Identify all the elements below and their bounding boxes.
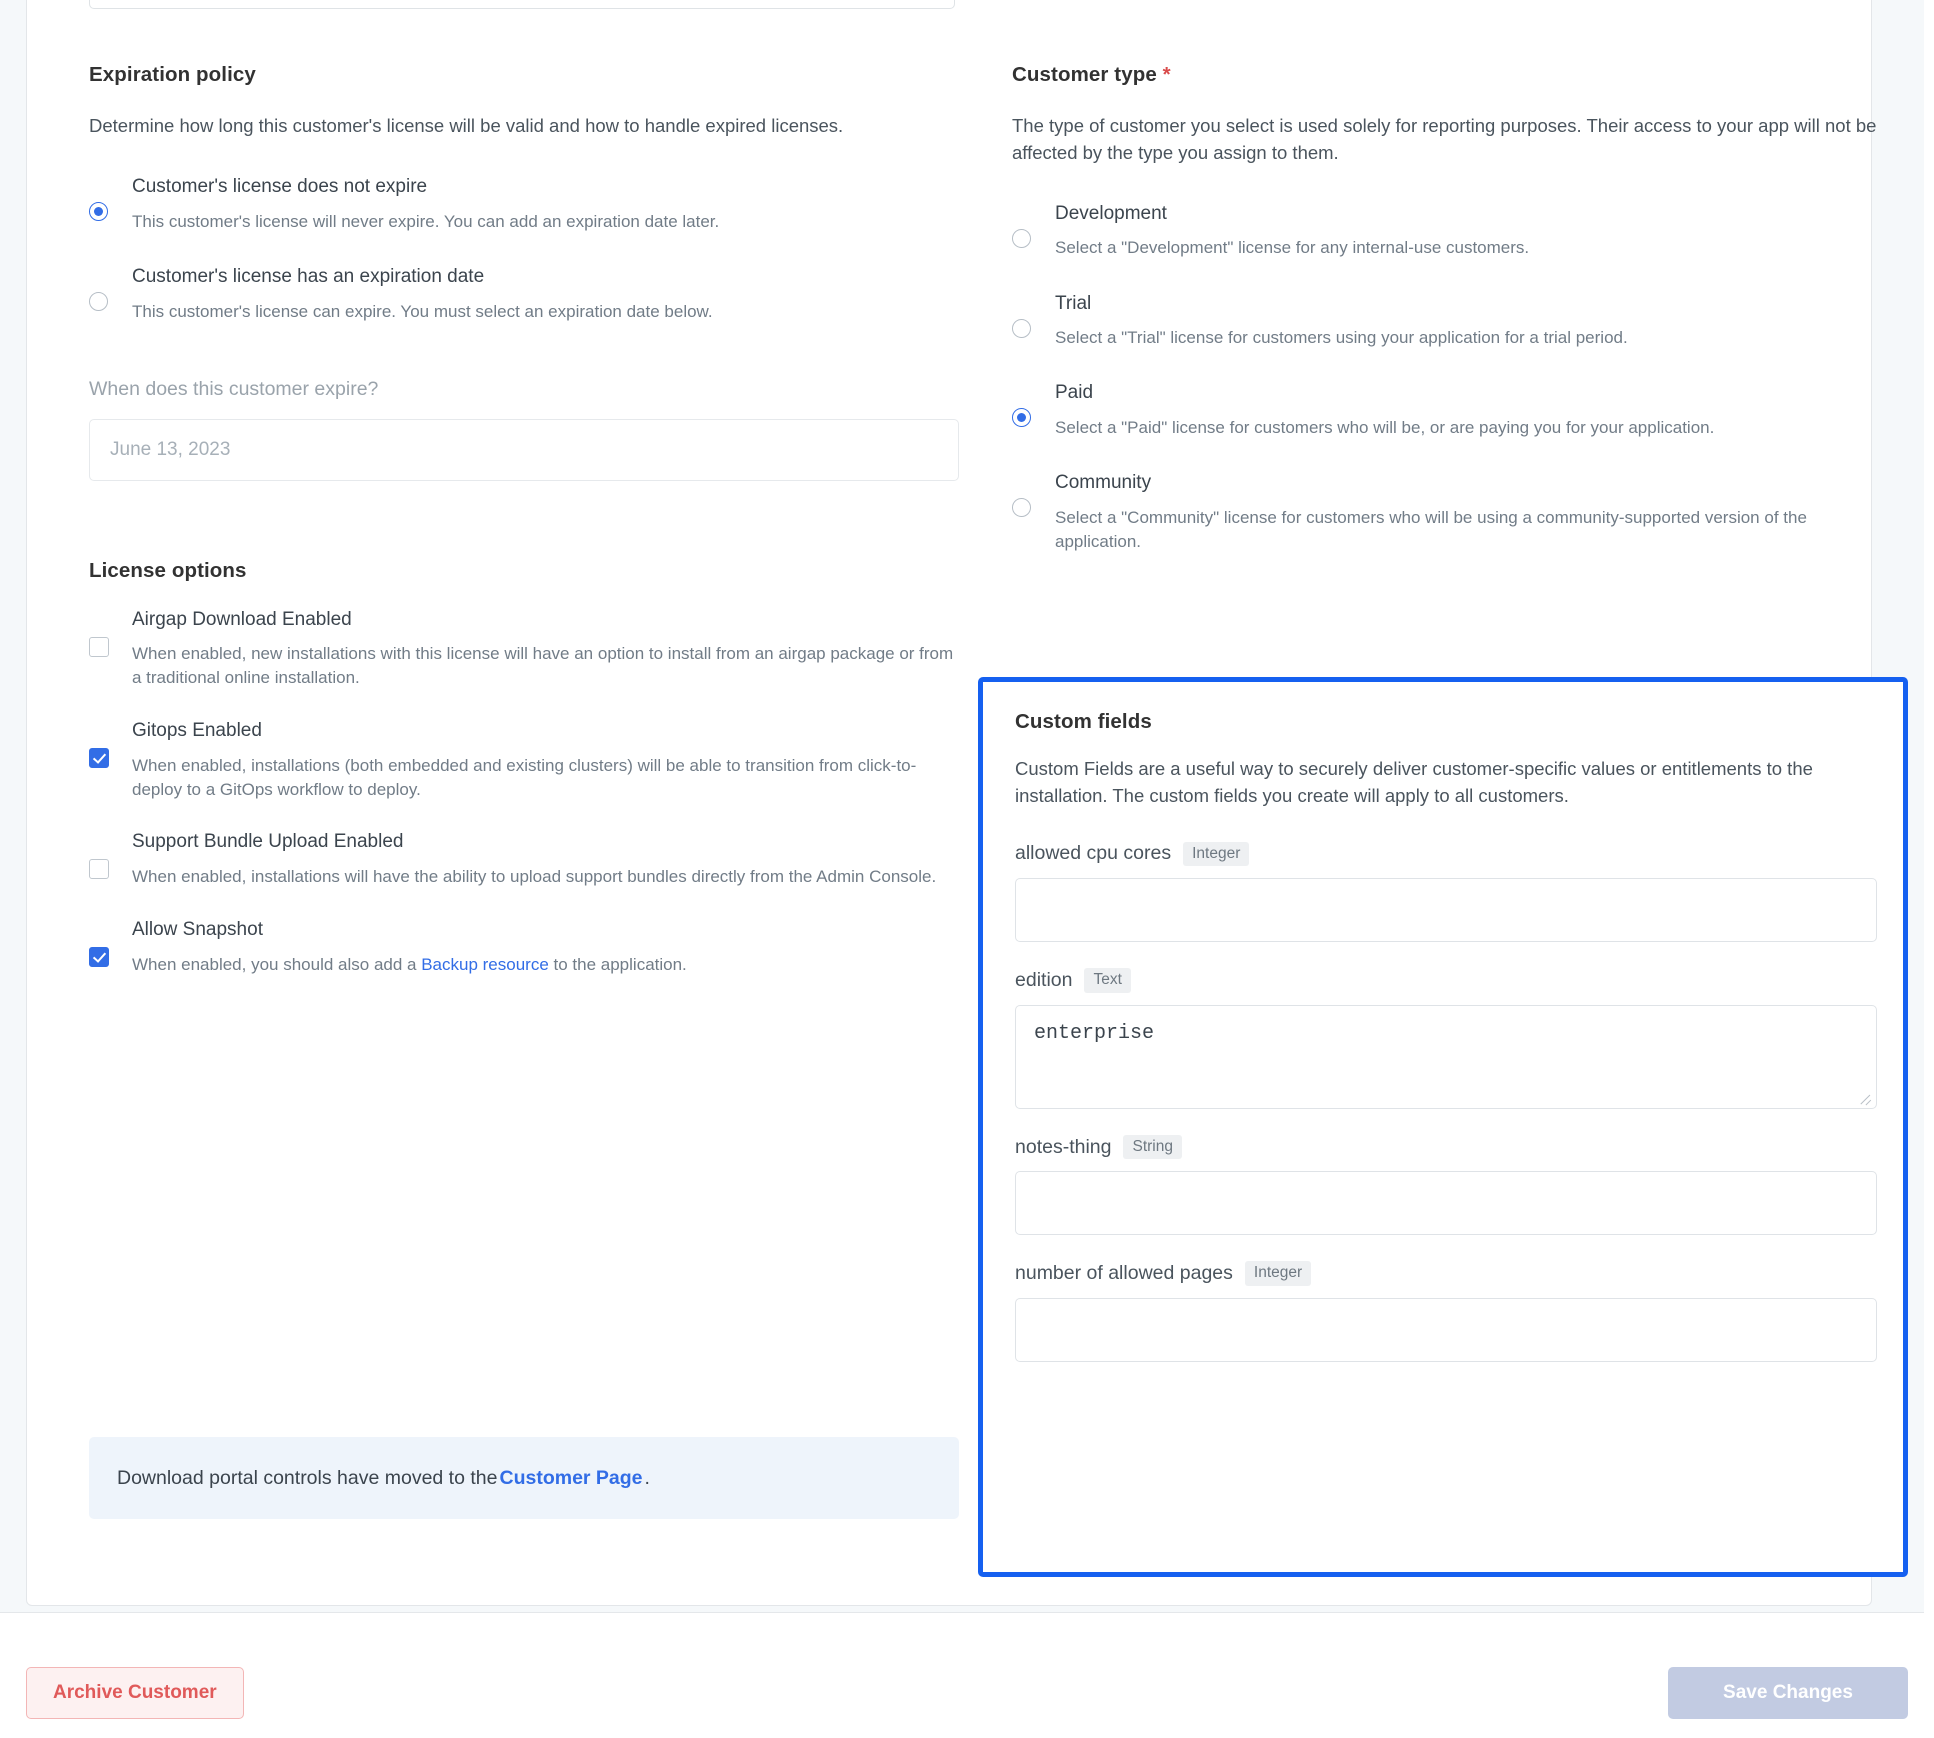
custom-field-value-edition: enterprise	[1034, 1021, 1155, 1045]
truncated-top-input[interactable]	[89, 0, 955, 9]
radio-license-has-expiration-date[interactable]	[89, 266, 959, 324]
archive-customer-button[interactable]: Archive Customer	[26, 1667, 244, 1719]
custom-field-label-allowed-cpu-cores	[1015, 842, 1871, 867]
radio-icon-does-not-expire[interactable]	[89, 202, 108, 221]
license-options-title: License options	[89, 558, 247, 582]
checkbox-desc-gitops-enabled: When enabled, installations (both embedded and existing clusters) will be able to transition from click-to-deploy to a GitOps workflow to deploy.	[132, 755, 917, 799]
custom-field-type-edition: Text	[1084, 968, 1130, 993]
custom-field-name-number-of-allowed-pages: number of allowed pages	[1015, 1262, 1233, 1285]
custom-field-label-number-of-allowed-pages	[1015, 1261, 1871, 1286]
radio-icon-development[interactable]	[1012, 229, 1031, 248]
checkbox-row-support-bundle-upload-enabled[interactable]	[89, 831, 959, 889]
checkbox-row-airgap-download-enabled[interactable]	[89, 609, 959, 690]
expiration-policy-title: Expiration policy	[89, 63, 256, 86]
customer-page-link[interactable]: Customer Page	[499, 1466, 643, 1489]
radio-customer-type-trial[interactable]	[1012, 293, 1892, 351]
checkbox-row-gitops-enabled[interactable]	[89, 720, 959, 801]
radio-label-does-not-expire: Customer's license does not expire	[132, 175, 428, 197]
radio-icon-trial[interactable]	[1012, 319, 1031, 338]
custom-field-input-allowed-cpu-cores[interactable]	[1015, 878, 1877, 942]
checkbox-icon-airgap-download-enabled[interactable]	[89, 637, 109, 657]
right-column	[1012, 63, 1892, 586]
expiration-policy-description: Determine how long this customer's license will be valid and how to handle expired licenses.	[89, 115, 844, 136]
radio-icon-has-expiration-date[interactable]	[89, 292, 108, 311]
radio-desc-has-expiration-date: This customer's license can expire. You must select an expiration date below.	[132, 301, 713, 321]
radio-license-does-not-expire[interactable]	[89, 176, 959, 234]
backup-resource-link[interactable]: Backup resource	[421, 954, 549, 974]
expiration-date-input[interactable]: June 13, 2023	[89, 419, 959, 481]
custom-fields-panel	[978, 677, 1908, 1577]
checkbox-icon-support-bundle-upload-enabled[interactable]	[89, 859, 109, 879]
checkbox-desc-airgap-download-enabled: When enabled, new installations with this license will have an option to install from an airgap package or from a traditional online installation.	[132, 644, 954, 688]
checkbox-label-gitops-enabled: Gitops Enabled	[132, 720, 262, 742]
radio-desc-does-not-expire: This customer's license will never expire. You can add an expiration date later.	[132, 211, 720, 231]
left-column	[89, 63, 959, 1007]
radio-label-paid: Paid	[1055, 382, 1094, 404]
radio-icon-paid[interactable]	[1012, 408, 1031, 427]
footer-bar	[0, 1613, 1934, 1738]
checkbox-icon-gitops-enabled[interactable]	[89, 748, 109, 768]
checkbox-label-support-bundle-upload-enabled: Support Bundle Upload Enabled	[132, 831, 404, 853]
expiration-date-label: When does this customer expire?	[89, 377, 379, 400]
info-banner-text-post: .	[644, 1466, 650, 1489]
radio-customer-type-development[interactable]	[1012, 203, 1892, 261]
custom-field-name-allowed-cpu-cores: allowed cpu cores	[1015, 842, 1172, 865]
customer-settings-card	[26, 0, 1877, 1606]
customer-type-description: The type of customer you select is used solely for reporting purposes. Their access to your app will not be affected by the type you assign to them.	[1012, 115, 1877, 163]
custom-field-type-allowed-cpu-cores: Integer	[1183, 842, 1249, 867]
allow-snapshot-desc-post: to the application.	[548, 954, 687, 974]
custom-field-label-edition	[1015, 968, 1871, 993]
custom-fields-description: Custom Fields are a useful way to securely deliver customer-specific values or entitlements to the installation. The custom fields you create will apply to all customers.	[1015, 758, 1813, 806]
custom-field-label-notes-thing	[1015, 1135, 1871, 1160]
custom-field-name-notes-thing: notes-thing	[1015, 1135, 1112, 1158]
radio-desc-development: Select a "Development" license for any internal-use customers.	[1055, 238, 1530, 258]
radio-customer-type-community[interactable]	[1012, 472, 1892, 554]
info-banner-text-pre: Download portal controls have moved to the	[117, 1466, 498, 1489]
checkbox-label-allow-snapshot: Allow Snapshot	[132, 919, 263, 941]
radio-label-community: Community	[1055, 472, 1152, 494]
radio-desc-community: Select a "Community" license for customers who will be using a community-supported version of the application.	[1055, 508, 1807, 552]
license-options-section	[89, 559, 959, 977]
checkbox-label-airgap-download-enabled: Airgap Download Enabled	[132, 608, 352, 630]
custom-field-type-number-of-allowed-pages: Integer	[1245, 1261, 1311, 1286]
custom-field-textarea-edition[interactable]	[1015, 1005, 1877, 1109]
checkbox-desc-allow-snapshot	[132, 953, 959, 977]
checkbox-row-allow-snapshot[interactable]	[89, 919, 959, 977]
radio-label-trial: Trial	[1055, 292, 1092, 314]
custom-field-input-number-of-allowed-pages[interactable]	[1015, 1298, 1877, 1362]
radio-desc-paid: Select a "Paid" license for customers who will be, or are paying you for your application.	[1055, 418, 1715, 438]
download-portal-info-banner	[89, 1437, 959, 1519]
resize-handle-icon[interactable]	[1860, 1092, 1872, 1104]
checkbox-desc-support-bundle-upload-enabled: When enabled, installations will have the ability to upload support bundles directly from the Admin Console.	[132, 867, 937, 887]
required-asterisk: *	[1162, 63, 1171, 86]
save-changes-button[interactable]: Save Changes	[1668, 1667, 1908, 1719]
radio-customer-type-paid[interactable]	[1012, 382, 1892, 440]
scroll-gutter[interactable]	[1924, 0, 1934, 1738]
custom-field-name-edition: edition	[1015, 969, 1073, 992]
checkbox-icon-allow-snapshot[interactable]	[89, 947, 109, 967]
custom-field-input-notes-thing[interactable]	[1015, 1171, 1877, 1235]
custom-fields-title: Custom fields	[1015, 710, 1152, 733]
radio-icon-community[interactable]	[1012, 498, 1031, 517]
custom-field-type-notes-thing: String	[1123, 1135, 1182, 1160]
radio-desc-trial: Select a "Trial" license for customers using your application for a trial period.	[1055, 328, 1628, 348]
allow-snapshot-desc-pre: When enabled, you should also add a	[132, 954, 422, 974]
customer-type-title	[1012, 63, 1892, 87]
radio-label-development: Development	[1055, 202, 1167, 224]
customer-type-title-text: Customer type	[1012, 63, 1157, 86]
radio-label-has-expiration-date: Customer's license has an expiration date	[132, 265, 485, 287]
